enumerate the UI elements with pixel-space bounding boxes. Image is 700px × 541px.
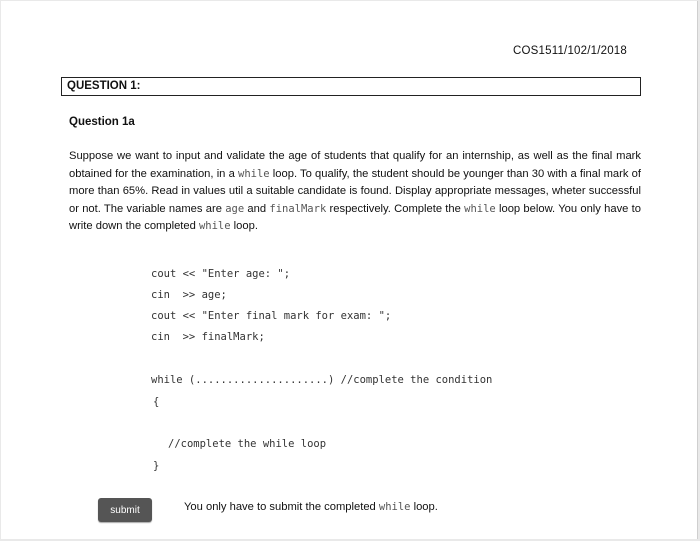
note-text: loop. [410,501,438,513]
paragraph-text: respectively. Complete the [326,202,465,215]
keyword-while: while [464,202,496,215]
code-line-while: while (.....................) //complete the condition [151,374,493,386]
code-line: cin >> finalMark; [151,331,265,343]
document-page [1,1,698,539]
code-close-brace: } [153,460,160,472]
code-line: cout << "Enter age: "; [151,268,291,280]
keyword-while: while [238,167,270,180]
paragraph-text: Suppose we want to input and validate the age of students that qualify for an internship, as well as the final mark obtained for the examination, in a [69,150,641,180]
code-open-brace: { [153,396,160,408]
code-line: cout << "Enter final mark for exam: "; [151,310,392,322]
question-paragraph [69,148,641,236]
paragraph-text: loop. [230,220,258,233]
keyword-age: age [225,202,245,215]
question-title-box [61,77,641,96]
code-line: cin >> age; [151,289,227,301]
paragraph-text: loop below. You only have to write down the completed [69,202,641,233]
submission-note [184,501,438,513]
note-text: You only have to submit the completed [184,501,379,513]
question-title: QUESTION 1: [67,80,141,92]
code-comment: //complete the while loop [168,438,327,450]
submit-button[interactable]: submit [98,498,152,522]
paragraph-text: loop. To qualify, the student should be younger than 30 with a final mark of more than 65%. Read in values util a suitable candidate is found. Display appropriate messages, wheter successful or not. The variable names are [69,167,641,215]
question-subtitle: Question 1a [69,116,135,128]
paragraph-text: and [244,202,270,215]
keyword-while: while [198,220,231,233]
course-code: COS1511/102/1/2018 [513,45,628,57]
note-keyword: while [378,501,411,513]
keyword-finalmark: finalMark [269,202,327,215]
